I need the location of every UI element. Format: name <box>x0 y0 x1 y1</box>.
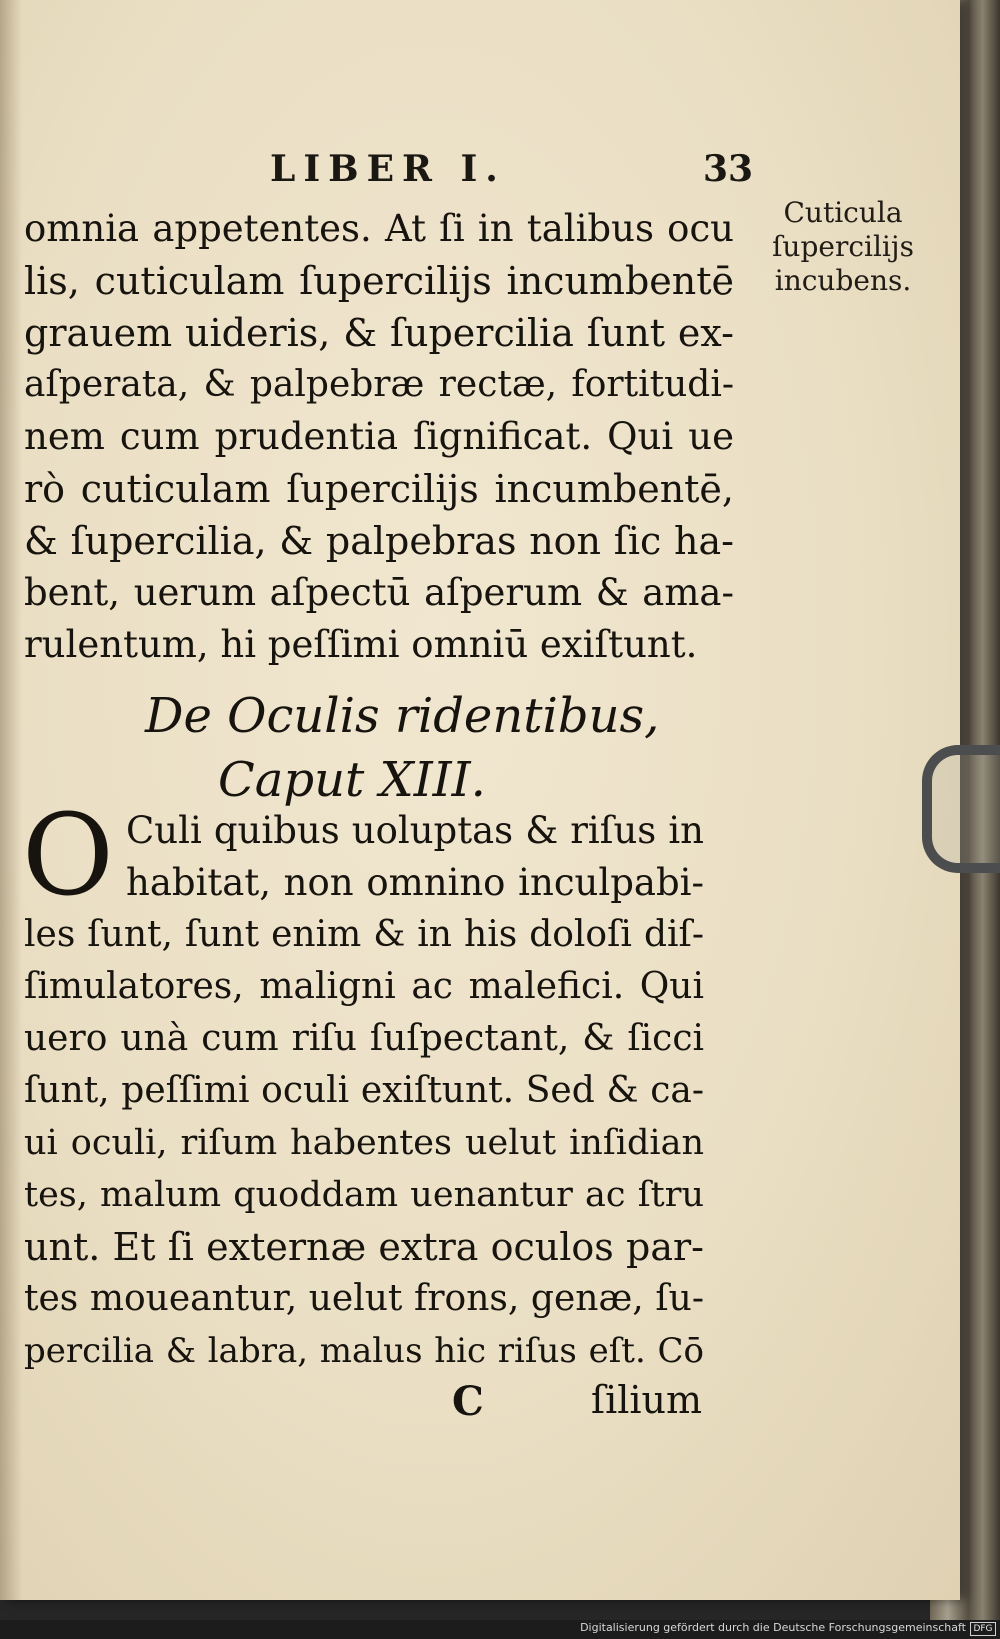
text-line: aſperata, & palpebræ rectæ, fortitudi- <box>24 364 734 405</box>
text-line: bent, uerum aſpectū aſperum & ama- <box>24 571 734 614</box>
dfg-logo: DFG <box>970 1622 996 1636</box>
text-line: lis, cuticulam ſupercilijs incumbentē <box>24 259 734 303</box>
page-clip <box>922 745 1000 873</box>
text-line: tes moueantur, uelut frons, genæ, ſu- <box>24 1278 704 1319</box>
page-number: 33 <box>703 148 754 190</box>
text-line: ſunt, peſſimi oculi exiſtunt. Sed & ca- <box>24 1070 704 1111</box>
text-line: tes, malum quoddam uenantur ac ſtru <box>24 1175 704 1215</box>
digitization-credit: Digitalisierung gefördert durch die Deutsche Forschungsgemeinschaft <box>580 1621 966 1634</box>
chapter-number: Caput XIII. <box>218 752 486 808</box>
binding-shadow <box>0 0 22 1600</box>
text-line: les ſunt, ſunt enim & in his doloſi diſ- <box>24 914 704 955</box>
text-line: rò cuticulam ſupercilijs incumbentē, <box>24 467 734 511</box>
text-line: unt. Et ſi externæ extra oculos par- <box>24 1225 704 1269</box>
catchword: ſilium <box>591 1378 703 1422</box>
chapter-title: De Oculis ridentibus, <box>145 688 660 744</box>
text-line: uero unà cum riſu ſuſpectant, & ſicci <box>24 1018 704 1059</box>
signature-mark: C <box>452 1378 484 1425</box>
text-line: habitat, non omnino inculpabi- <box>126 861 704 904</box>
marginal-note-line: Cuticula <box>783 196 903 229</box>
drop-cap: O <box>22 791 114 921</box>
marginal-note-line: incubens. <box>774 264 912 297</box>
text-line: nem cum prudentia ſignificat. Qui ue <box>24 415 734 458</box>
text-line: & ſupercilia, & palpebras non ſic ha- <box>24 519 734 563</box>
text-line: percilia & labra, malus hic riſus eſt. Cō <box>24 1331 704 1371</box>
text-line: omnia appetentes. At ſi in talibus ocu <box>24 207 734 250</box>
marginal-note-line: ſupercilijs <box>772 230 914 263</box>
text-line: rulentum, hi peſſimi omniū exiſtunt. <box>24 623 698 666</box>
text-line: ui oculi, riſum habentes uelut inſidian <box>24 1123 704 1163</box>
marginal-note <box>758 196 928 298</box>
running-head: LIBER I. <box>270 148 506 190</box>
text-line: Culi quibus uoluptas & riſus in <box>126 809 704 852</box>
text-line: grauem uideris, & ſupercilia ſunt ex- <box>24 311 734 355</box>
text-line: ſimulatores, maligni ac malefici. Qui <box>24 966 704 1007</box>
